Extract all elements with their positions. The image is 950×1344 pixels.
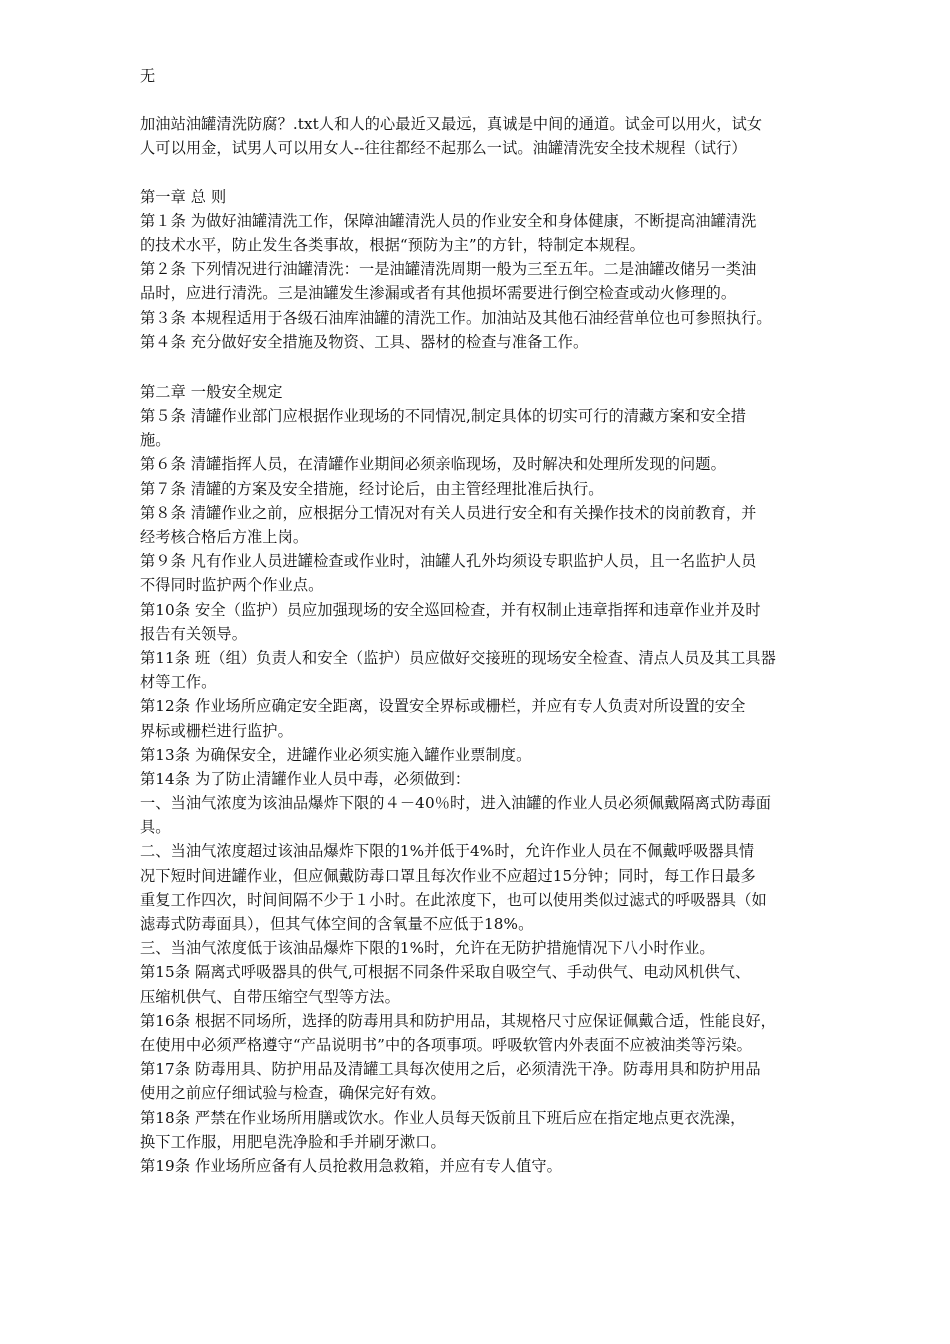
- text-line: 换下工作服，用肥皂洗净脸和手并刷牙漱口。: [140, 1132, 446, 1151]
- chapter-title: 第二章 一般安全规定: [140, 382, 283, 401]
- text-line: 二、当油气浓度超过该油品爆炸下限的1%并低于4%时，允许作业人员在不佩戴呼吸器具情: [140, 842, 755, 861]
- spacer: [140, 88, 830, 112]
- text-line: 第17条 防毒用具、防护用品及清罐工具每次使用之后，必须清洗干净。防毒用具和防护用品: [140, 1060, 761, 1079]
- text-line: 不得同时监护两个作业点。: [140, 576, 324, 595]
- chapter-1: [140, 185, 830, 354]
- text-line: 第16条 根据不同场所，选择的防毒用具和防护用品，其规格尺寸应保证佩戴合适，性能良好，: [140, 1011, 776, 1030]
- text-line: 报告有关领导。: [140, 624, 248, 643]
- intro-paragraph: [140, 112, 830, 160]
- document-page: [140, 64, 830, 1178]
- intro-line: 加油站油罐清洗防腐？.txt人和人的心最近又最远，真诚是中间的通道。试金可以用火，试女: [140, 115, 763, 134]
- text-line: 第11条 班（组）负责人和安全（监护）员应做好交接班的现场安全检查、清点人员及其工具器: [140, 648, 776, 667]
- text-line: 第19条 作业场所应备有人员抢救用急救箱，并应有专人值守。: [140, 1156, 562, 1175]
- text-line: 界标或栅栏进行监护。: [140, 721, 293, 740]
- text-line: 的技术水平，防止发生各类事故，根据“预防为主”的方针，特制定本规程。: [140, 235, 645, 254]
- text-line: 第９条 凡有作业人员进罐检查或作业时，油罐人孔外均须设专职监护人员，且一名监护人员: [140, 552, 757, 571]
- text-line: 在使用中必须严格遵守“产品说明书”中的各项事项。呼吸软管内外表面不应被油类等污染。: [140, 1035, 752, 1054]
- text-line: 况下短时间进罐作业，但应佩戴防毒口罩且每次作业不应超过15分钟；同时，每工作日最多: [140, 866, 756, 885]
- text-line: 材等工作。: [140, 673, 217, 692]
- spacer: [140, 161, 830, 185]
- text-line: 第４条 充分做好安全措施及物资、工具、器材的检查与准备工作。: [140, 332, 589, 351]
- text-line: 第１条 为做好油罐清洗工作，保障油罐清洗人员的作业安全和身体健康，不断提高油罐清洗: [140, 211, 757, 230]
- intro-line: 人可以用金，试男人可以用女人--往往都经不起那么一试。油罐清洗安全技术规程（试行）: [140, 139, 747, 158]
- chapter-2: [140, 380, 830, 1178]
- text-line: 第８条 清罐作业之前，应根据分工情况对有关人员进行安全和有关操作技术的岗前教育，并: [140, 503, 757, 522]
- text-line: 经考核合格后方准上岗。: [140, 528, 309, 546]
- text-line: 使用之前应仔细试验与检查，确保完好有效。: [140, 1084, 446, 1103]
- text-line: 第15条 隔离式呼吸器具的供气,可根据不同条件采取自吸空气、手动供气、电动风机供气、: [140, 963, 751, 982]
- text-line: 第７条 清罐的方案及安全措施，经讨论后，由主管经理批准后执行。: [140, 479, 604, 498]
- text-line: 一、当油气浓度为该油品爆炸下限的４－40％时，进入油罐的作业人员必须佩戴隔离式防毒面: [140, 794, 772, 813]
- text-line: 第14条 为了防止清罐作业人员中毒，必须做到：: [140, 769, 471, 788]
- chapter-title: 第一章 总 则: [140, 187, 227, 206]
- text-line: 具。: [140, 818, 171, 837]
- text-line: 第５条 清罐作业部门应根据作业现场的不同情况,制定具体的切实可行的清藏方案和安全措: [140, 407, 747, 426]
- text-line: 第18条 严禁在作业场所用膳或饮水。作业人员每天饭前且下班后应在指定地点更衣洗澡，: [140, 1108, 746, 1127]
- text-line: 第３条 本规程适用于各级石油库油罐的清洗工作。加油站及其他石油经营单位也可参照执行。: [140, 308, 772, 327]
- text-line: 施。: [140, 431, 171, 450]
- text-line: 第13条 为确保安全，进罐作业必须实施入罐作业票制度。: [140, 745, 532, 764]
- text-line: 滤毒式防毒面具），但其气体空间的含氧量不应低于18%。: [140, 915, 534, 933]
- spacer: [140, 354, 830, 380]
- text-line: 第12条 作业场所应确定安全距离，设置安全界标或栅栏，并应有专人负责对所设置的安全: [140, 697, 746, 716]
- text-line: 重复工作四次，时间间隔不少于１小时。在此浓度下，也可以使用类似过滤式的呼吸器具（如: [140, 890, 767, 909]
- text-line: 品时，应进行清洗。三是油罐发生渗漏或者有其他损坏需要进行倒空检查或动火修理的。: [140, 284, 737, 303]
- text-line: 压缩机供气、自带压缩空气型等方法。: [140, 987, 400, 1006]
- header-label: 无: [140, 67, 156, 85]
- text-line: 三、当油气浓度低于该油品爆炸下限的1%时，允许在无防护措施情况下八小时作业。: [140, 939, 715, 958]
- text-line: 第10条 安全（监护）员应加强现场的安全巡回检查，并有权制止违章指挥和违章作业并及时: [140, 600, 761, 619]
- text-line: 第２条 下列情况进行油罐清洗：一是油罐清洗周期一般为三至五年。二是油罐改储另一类油: [140, 260, 757, 279]
- text-line: 第６条 清罐指挥人员，在清罐作业期间必须亲临现场，及时解决和处理所发现的问题。: [140, 455, 726, 474]
